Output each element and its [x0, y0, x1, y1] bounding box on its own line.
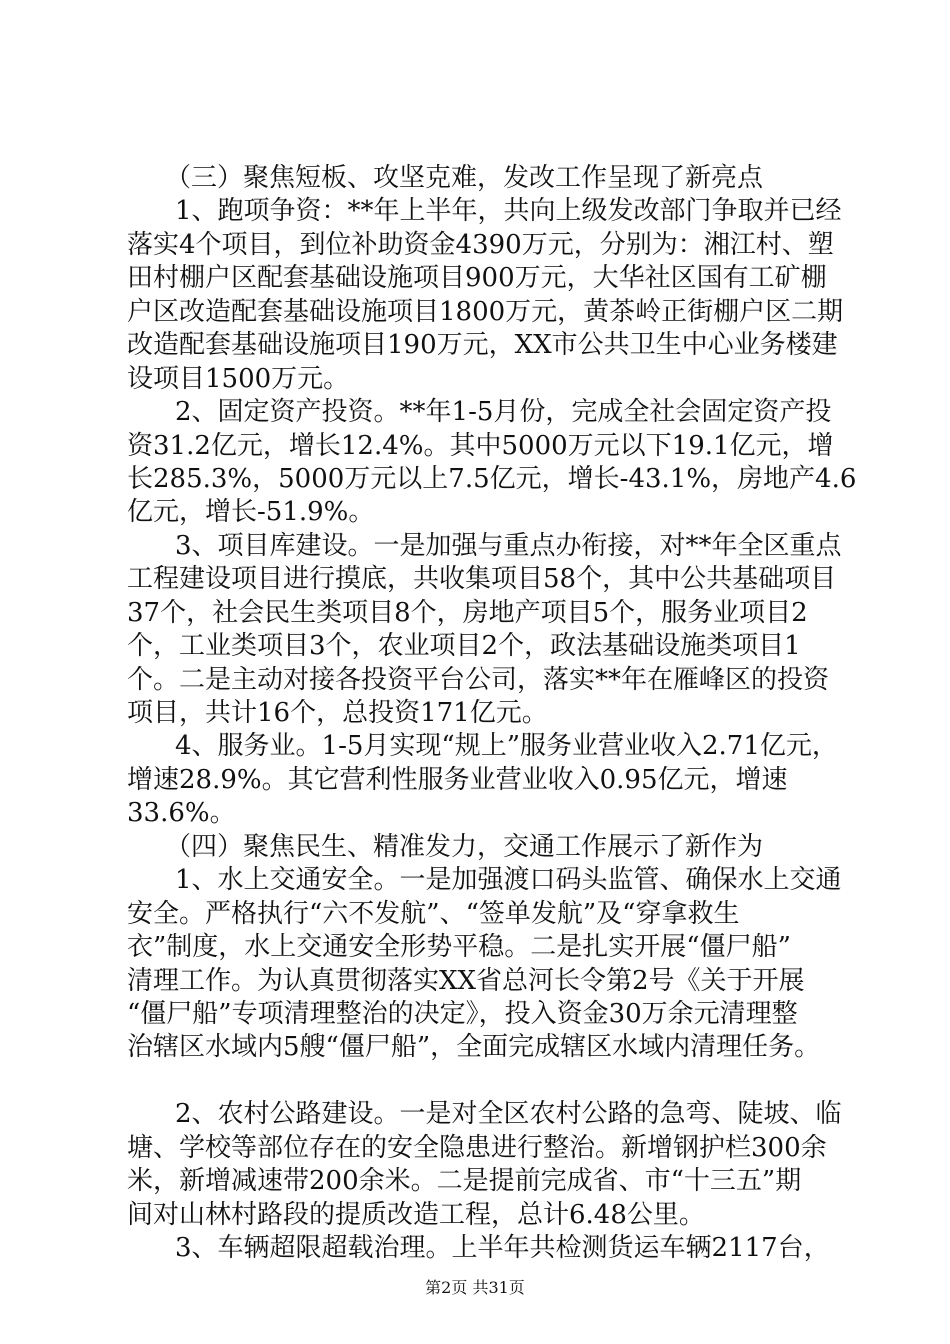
- paragraph-line: 改造配套基础设施项目190万元，XX市公共卫生中心业务楼建: [127, 330, 838, 361]
- section-heading-3: （三）聚焦短板、攻坚克难，发改工作呈现了新亮点: [165, 163, 764, 193]
- paragraph-line: 衣”制度，水上交通安全形势平稳。二是扎实开展“僵尸船”: [127, 932, 791, 963]
- paragraph-line: 户区改造配套基础设施项目1800万元，黄茶岭正街棚户区二期: [127, 296, 844, 327]
- paragraph-line: 37个，社会民生类项目8个，房地产项目5个，服务业项目2: [127, 597, 808, 628]
- paragraph-line: 个，工业类项目3个，农业项目2个，政法基础设施类项目1: [127, 631, 801, 662]
- paragraph-line: 治辖区水域内5艘“僵尸船”，全面完成辖区水域内清理任务。: [127, 1032, 821, 1063]
- paragraph-line: 项目，共计16个，总投资171亿元。: [127, 698, 548, 728]
- paragraph-line: “僵尸船”专项清理整治的决定》，投入资金30万余元清理整: [127, 998, 798, 1029]
- paragraph-line: 工程建设项目进行摸底，共收集项目58个，其中公共基础项目: [127, 564, 837, 595]
- paragraph-line: 清理工作。为认真贯彻落实XX省总河长令第2号《关于开展: [127, 965, 805, 996]
- paragraph-line: 亿元，增长-51.9%。: [127, 497, 375, 528]
- paragraph-line: 2、农村公路建设。一是对全区农村公路的急弯、陡坡、临: [175, 1099, 842, 1130]
- paragraph-line: 2、固定资产投资。**年1-5月份，完成全社会固定资产投: [175, 397, 832, 428]
- paragraph-line: 4、服务业。1-5月实现“规上”服务业营业收入2.71亿元，: [175, 731, 838, 762]
- paragraph-line: 设项目1500万元。: [127, 363, 350, 394]
- paragraph-line: 塘、学校等部位存在的安全隐患进行整治。新增钢护栏300余: [127, 1132, 827, 1163]
- paragraph-line: 间对山林村路段的提质改造工程，总计6.48公里。: [127, 1199, 705, 1230]
- paragraph-line: 3、车辆超限超载治理。上半年共检测货运车辆2117台，: [175, 1233, 830, 1263]
- paragraph-line: 安全。严格执行“六不发航”、“签单发航”及“穿拿救生: [127, 898, 740, 929]
- section-heading-4: （四）聚焦民生、精准发力，交通工作展示了新作为: [165, 831, 764, 862]
- paragraph-line: 米，新增减速带200余米。二是提前完成省、市“十三五”期: [127, 1166, 802, 1197]
- page-footer: 第2页 共31页: [425, 1278, 525, 1297]
- paragraph-line: 落实4个项目，到位补助资金4390万元，分别为：湘江村、塑: [127, 229, 834, 260]
- paragraph-line: 3、项目库建设。一是加强与重点办衔接，对**年全区重点: [175, 530, 842, 561]
- paragraph-line: 田村棚户区配套基础设施项目900万元，大华社区国有工矿棚: [127, 263, 827, 294]
- paragraph-line: 1、水上交通安全。一是加强渡口码头监管、确保水上交通: [175, 865, 842, 896]
- paragraph-line: 长285.3%，5000万元以上7.5亿元，增长-43.1%，房地产4.6: [127, 463, 857, 494]
- paragraph-line: 个。二是主动对接各投资平台公司，落实**年在雁峰区的投资: [127, 664, 830, 695]
- paragraph-line: 1、跑项争资：**年上半年，共向上级发改部门争取并已经: [175, 196, 842, 227]
- paragraph-line: 增速28.9%。其它营利性服务业营业收入0.95亿元，增速: [127, 764, 788, 795]
- paragraph-line: 资31.2亿元，增长12.4%。其中5000万元以下19.1亿元，增: [127, 430, 834, 461]
- paragraph-line: 33.6%。: [127, 798, 236, 829]
